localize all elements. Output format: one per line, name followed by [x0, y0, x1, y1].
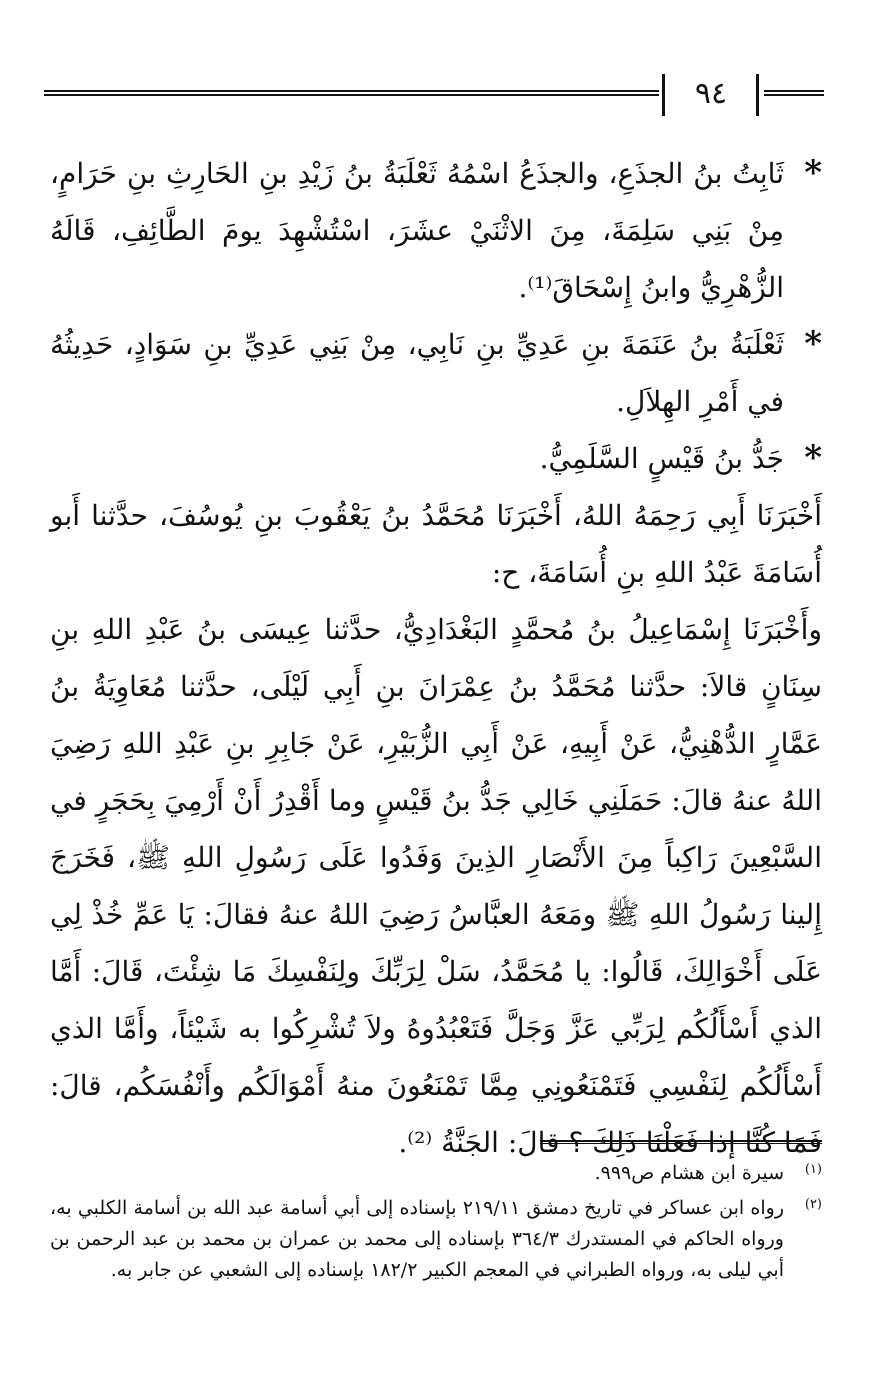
footnote-text: سيرة ابن هشام ص٩٩٩.	[594, 1162, 784, 1184]
entry-bullet: *	[804, 438, 822, 478]
entry-text: ثَعْلَبَةُ بنُ عَنَمَةَ بنِ عَدِيِّ بنِ نَابِي، مِنْ بَنِي عَدِيِّ بنِ سَوَادٍ، حَدِيثُهُ في أَمْرِ الهِلاَلِ.	[50, 328, 784, 418]
main-text	[50, 145, 822, 1171]
footnote-2	[50, 1193, 822, 1286]
footnote-separator	[540, 1140, 822, 1144]
header-bar-right	[756, 74, 759, 116]
footnote-text: رواه ابن عساكر في تاريخ دمشق ٢١٩/١١ بإسناده إلى أبي أسامة عبد الله بن أسامة الكلبي به، ورواه الحاكم في المستدرك ٣٦٤/٣ بإسناده إلى محمد بن عمران بن محمد بن عبد الرحمن بن أبي ليلى به، ورواه الطبراني في المعجم الكبير ١٨٢/٢ بإسناده إلى الشعبي عن جابر به.	[50, 1197, 784, 1281]
isnad-paragraph: أَخْبَرَنَا أَبِي رَحِمَهُ اللهُ، أَخْبَرَنَا مُحَمَّدُ بنُ يَعْقُوبَ بنِ يُوسُفَ، حدَّثنا أَبو أُسَامَةَ عَبْدُ اللهِ بنِ أُسَامَةَ، ح:	[50, 499, 822, 589]
hadith-paragraph: وأَخْبَرَنَا إِسْمَاعِيلُ بنُ مُحمَّدٍ البَغْدَادِيُّ، حدَّثنا عِيسَى بنُ عَبْدِ اللهِ بنِ سِنَانٍ قالاَ: حدَّثنا مُحَمَّدُ بنُ عِمْرَانَ بنِ أَبِي لَيْلَى، حدَّثنا مُعَاوِيَةُ بنُ عَمَّارٍ الدُّهْنِيُّ، عَنْ أَبِيهِ، عَنْ أَبِي الزُّبَيْرِ، عَنْ جَابِرِ بنِ عَبْدِ اللهِ رَضِيَ اللهُ عنهُ قالَ: حَمَلَنِي خَالِي جَدُّ بنُ قَيْسٍ وما أَقْدِرُ أَنْ أَرْمِيَ بِحَجَرٍ في السَّبْعِينَ رَاكِباً مِنَ الأَنْصَارِ الذِينَ وَفَدُوا عَلَى رَسُولِ اللهِ ﷺ، فَخَرَجَ إِلينا رَسُولُ اللهِ ﷺ ومَعَهُ العبَّاسُ رَضِيَ اللهُ عنهُ فقالَ: يَا عَمِّ خُذْ لِي عَلَى أَخْوَالِكَ، قَالُوا: يا مُحَمَّدُ، سَلْ لِرَبِّكَ ولِنَفْسِكَ مَا شِئْتَ، قَالَ: أَمَّا الذي أَسْأَلُكُم لِرَبِّي عَزَّ وَجَلَّ فَتَعْبُدُوهُ ولاَ تُشْرِكُوا به شَيْئاً، وأَمَّا الذي أَسْأَلُكُم لِنَفْسِي فَتَمْنَعُونِي مِمَّا تَمْنَعُونَ منهُ أَمْوَالَكُم وأَنْفُسَكُم، قالَ: فَمَا كُنَّا إذا فَعَلْنَا ذَلِكَ ؟ قالَ: الجَنَّةُ ⁽²⁾.	[50, 613, 822, 1159]
entry-bullet: *	[804, 153, 822, 193]
header-rule-right	[764, 90, 824, 96]
entry-thabit	[50, 145, 822, 316]
entry-bullet: *	[804, 324, 822, 364]
footnotes	[50, 1158, 822, 1290]
header-bar-left	[662, 74, 665, 116]
footnote-1	[50, 1158, 822, 1189]
entry-text: جَدُّ بنُ قَيْسٍ السَّلَمِيُّ.	[539, 442, 784, 475]
page-header	[44, 72, 824, 120]
entry-text: ثَابِتُ بنُ الجذَعِ، والجذَعُ اسْمُهُ ثَعْلَبَةُ بنُ زَيْدِ بنِ الحَارِثِ بنِ حَرَامٍ، مِنْ بَنِي سَلِمَةَ، مِنَ الاثْنَيْ عشَرَ، اسْتُشْهِدَ يومَ الطَّائِفِ، قَالَهُ الزُّهْرِيُّ وابنُ إِسْحَاقَ⁽¹⁾.	[50, 157, 784, 304]
footnote-mark: (٢)	[804, 1197, 822, 1212]
header-rule-left	[44, 90, 659, 96]
entry-jadd	[50, 430, 822, 487]
entry-thalaba	[50, 316, 822, 430]
footnote-mark: (١)	[804, 1162, 822, 1177]
page-number: ٩٤	[694, 76, 728, 111]
